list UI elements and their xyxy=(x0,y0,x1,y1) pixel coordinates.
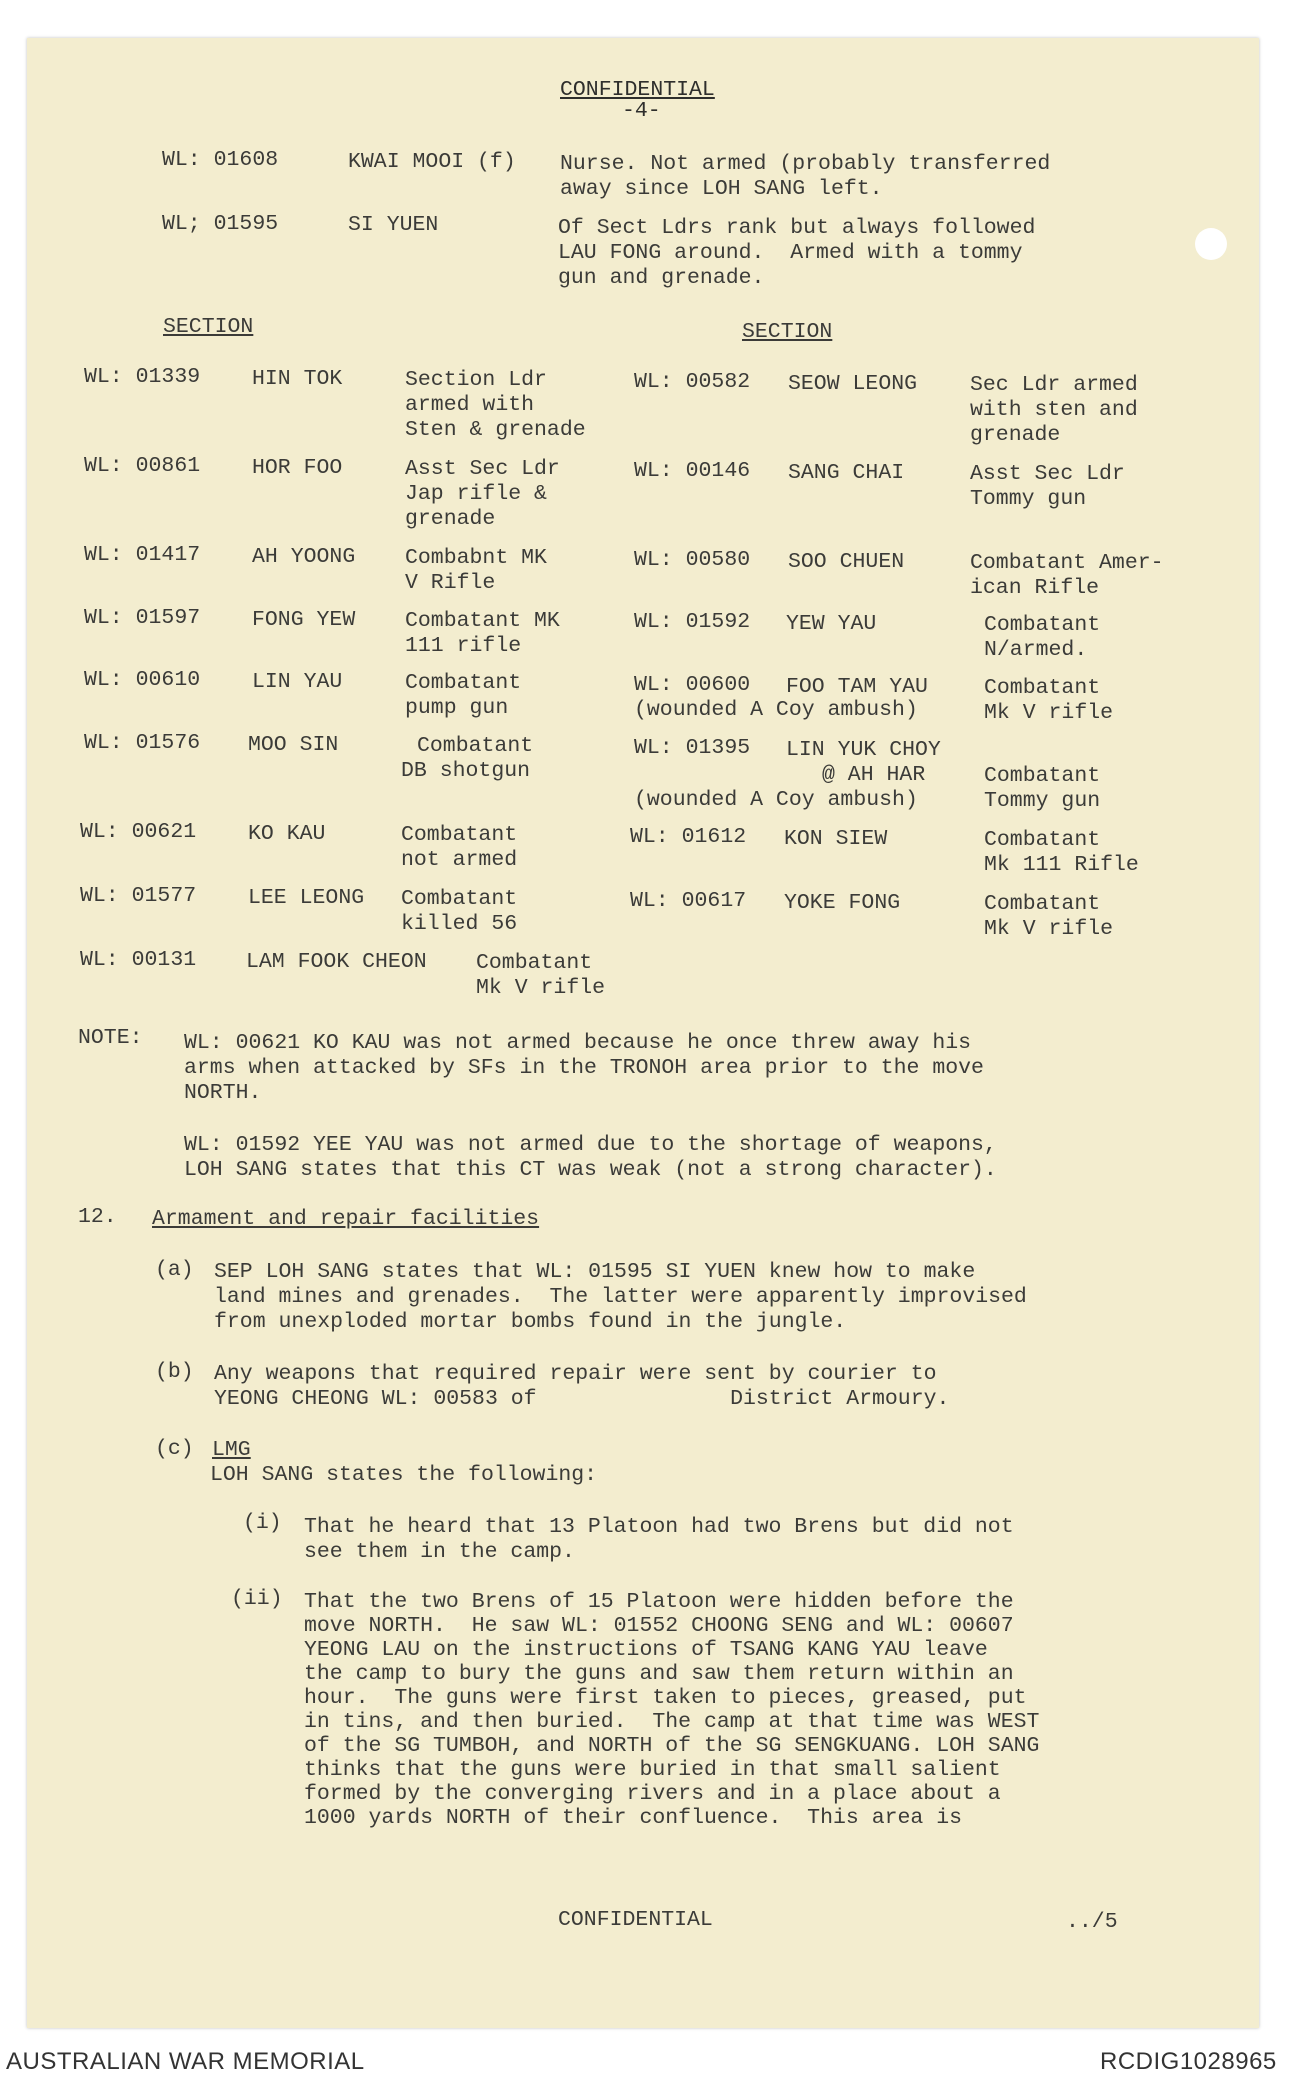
right-wl: WL: 00146 xyxy=(634,459,751,483)
right-name: KON SIEW xyxy=(784,827,888,851)
archive-ref: RCDIG1028965 xyxy=(1100,2048,1277,2075)
right-wl: WL: 01395 xyxy=(634,736,751,760)
para-line: That the two Brens of 15 Platoon were hidden before the xyxy=(304,1590,1014,1614)
intro-name: SI YUEN xyxy=(348,213,439,237)
left-wl: WL: 01576 xyxy=(84,731,201,755)
left-name: FONG YEW xyxy=(252,608,356,632)
para-line: from unexploded mortar bombs found in the jungle. xyxy=(214,1310,847,1334)
right-wl: WL: 00617 xyxy=(630,889,747,913)
left-desc: Sten & grenade xyxy=(405,418,586,442)
left-wl: WL: 01597 xyxy=(84,606,201,630)
left-desc: Combatant xyxy=(476,951,593,975)
left-desc: armed with xyxy=(405,393,535,417)
left-section-heading: SECTION xyxy=(163,315,254,339)
intro-desc-line: LAU FONG around. Armed with a tommy xyxy=(558,241,1023,265)
page-number: -4- xyxy=(622,99,661,123)
left-desc: pump gun xyxy=(405,696,509,720)
archive-source: AUSTRALIAN WAR MEMORIAL xyxy=(6,2048,365,2075)
intro-desc-line: gun and grenade. xyxy=(558,266,765,290)
sub-label: (c) xyxy=(155,1437,194,1461)
note-label: NOTE: xyxy=(78,1026,143,1050)
sub-label: (b) xyxy=(155,1360,194,1384)
left-name: HOR FOO xyxy=(252,456,343,480)
right-desc: N/armed. xyxy=(984,638,1088,662)
intro-wl: WL; 01595 xyxy=(162,212,279,236)
left-name: LAM FOOK CHEON xyxy=(246,950,427,974)
punch-hole xyxy=(1195,228,1227,260)
right-name: YEW YAU xyxy=(786,612,877,636)
right-desc: Sec Ldr armed xyxy=(970,373,1138,397)
note-line: WL: 01592 YEE YAU was not armed due to the shortage of weapons, xyxy=(184,1133,997,1157)
para-line: of the SG TUMBOH, and NORTH of the SG SENGKUANG. LOH SANG xyxy=(304,1734,1040,1758)
para-line: Any weapons that required repair were sent by courier to xyxy=(214,1362,937,1386)
right-wounded-note: (wounded A Coy ambush) xyxy=(634,788,918,812)
para-title: Armament and repair facilities xyxy=(152,1207,540,1231)
right-section-heading: SECTION xyxy=(742,320,833,344)
left-name: LIN YAU xyxy=(252,670,343,694)
header-classification: CONFIDENTIAL xyxy=(560,78,715,102)
right-name: FOO TAM YAU xyxy=(786,675,928,699)
right-desc: Tommy gun xyxy=(970,487,1087,511)
left-name: AH YOONG xyxy=(252,545,356,569)
right-desc: Asst Sec Ldr xyxy=(970,462,1125,486)
right-wl: WL: 00582 xyxy=(634,370,751,394)
intro-wl: WL: 01608 xyxy=(162,148,279,172)
left-wl: WL: 00610 xyxy=(84,668,201,692)
right-wl: WL: 00580 xyxy=(634,548,751,572)
right-name: SOO CHUEN xyxy=(788,550,905,574)
right-desc: grenade xyxy=(970,423,1061,447)
right-desc: with sten and xyxy=(970,398,1138,422)
left-desc: Combatant xyxy=(401,887,518,911)
left-name: HIN TOK xyxy=(252,367,343,391)
left-desc: Mk V rifle xyxy=(476,976,606,1000)
para-line: That he heard that 13 Platoon had two Brens but did not xyxy=(304,1515,1014,1539)
note-line: WL: 00621 KO KAU was not armed because he once threw away his xyxy=(184,1031,972,1055)
right-desc: Combatant xyxy=(984,613,1101,637)
sub-label: (a) xyxy=(155,1258,194,1282)
left-desc: not armed xyxy=(401,848,518,872)
right-desc: Mk V rifle xyxy=(984,917,1114,941)
right-desc: Combatant xyxy=(984,764,1101,788)
left-desc: Combatant xyxy=(401,823,518,847)
left-wl: WL: 01577 xyxy=(80,884,197,908)
left-wl: WL: 00131 xyxy=(80,948,197,972)
sub-label: (ii) xyxy=(231,1587,283,1611)
intro-desc-line: Nurse. Not armed (probably transferred xyxy=(560,152,1051,176)
para-line: the camp to bury the guns and saw them return within an xyxy=(304,1662,1014,1686)
para-line: move NORTH. He saw WL: 01552 CHOONG SENG and WL: 00607 xyxy=(304,1614,1014,1638)
left-name: LEE LEONG xyxy=(248,886,365,910)
para-line: YEONG LAU on the instructions of TSANG KANG YAU leave xyxy=(304,1638,988,1662)
left-desc: Combabnt MK xyxy=(405,546,547,570)
para-line: YEONG CHEONG WL: 00583 of District Armoury. xyxy=(214,1387,950,1411)
sub-label: (i) xyxy=(243,1511,282,1535)
left-name: MOO SIN xyxy=(248,733,339,757)
left-desc: Jap rifle & xyxy=(405,482,547,506)
left-name: KO KAU xyxy=(248,822,326,846)
para-line: 1000 yards NORTH of their confluence. This area is xyxy=(304,1806,963,1830)
left-wl: WL: 00861 xyxy=(84,454,201,478)
para-line: in tins, and then buried. The camp at that time was WEST xyxy=(304,1710,1040,1734)
left-desc: Section Ldr xyxy=(405,368,547,392)
intro-name: KWAI MOOI (f) xyxy=(348,150,516,174)
continued-marker: ../5 xyxy=(1066,1910,1118,1934)
right-name: SEOW LEONG xyxy=(788,372,918,396)
left-desc: DB shotgun xyxy=(401,759,531,783)
left-wl: WL: 01417 xyxy=(84,543,201,567)
left-wl: WL: 00621 xyxy=(80,820,197,844)
intro-desc-line: away since LOH SANG left. xyxy=(560,177,883,201)
left-desc: 111 rifle xyxy=(405,634,522,658)
right-wounded-note: (wounded A Coy ambush) xyxy=(634,698,918,722)
para-line: formed by the converging rivers and in a place about a xyxy=(304,1782,1001,1806)
right-alias: @ AH HAR xyxy=(822,763,926,787)
right-desc: ican Rifle xyxy=(970,576,1100,600)
right-desc: Mk V rifle xyxy=(984,701,1114,725)
note-line: LOH SANG states that this CT was weak (not a strong character). xyxy=(184,1158,997,1182)
right-wl: WL: 01612 xyxy=(630,825,747,849)
right-desc: Combatant xyxy=(984,892,1101,916)
left-wl: WL: 01339 xyxy=(84,365,201,389)
right-desc: Tommy gun xyxy=(984,789,1101,813)
right-wl: WL: 00600 xyxy=(634,673,751,697)
left-desc: grenade xyxy=(405,507,496,531)
note-line: arms when attacked by SFs in the TRONOH area prior to the move xyxy=(184,1056,984,1080)
para-line: see them in the camp. xyxy=(304,1540,575,1564)
right-name: SANG CHAI xyxy=(788,461,905,485)
sub-title: LMG xyxy=(212,1438,251,1462)
para-line: land mines and grenades. The latter were apparently improvised xyxy=(214,1285,1027,1309)
right-desc: Mk 111 Rifle xyxy=(984,853,1139,877)
left-desc: Combatant xyxy=(417,734,534,758)
right-desc: Combatant Amer- xyxy=(970,551,1164,575)
left-desc: V Rifle xyxy=(405,571,496,595)
left-desc: Combatant xyxy=(405,671,522,695)
left-desc: Asst Sec Ldr xyxy=(405,457,560,481)
right-name: YOKE FONG xyxy=(784,891,901,915)
right-name: LIN YUK CHOY xyxy=(786,738,941,762)
right-wl: WL: 01592 xyxy=(634,610,751,634)
para-line: hour. The guns were first taken to pieces, greased, put xyxy=(304,1686,1027,1710)
right-desc: Combatant xyxy=(984,676,1101,700)
note-line: NORTH. xyxy=(184,1081,262,1105)
right-desc: Combatant xyxy=(984,828,1101,852)
footer-classification: CONFIDENTIAL xyxy=(558,1908,713,1932)
para-line: LOH SANG states the following: xyxy=(210,1463,598,1487)
para-line: SEP LOH SANG states that WL: 01595 SI YUEN knew how to make xyxy=(214,1260,976,1284)
intro-desc-line: Of Sect Ldrs rank but always followed xyxy=(558,216,1036,240)
para-number: 12. xyxy=(78,1205,117,1229)
para-line: thinks that the guns were buried in that small salient xyxy=(304,1758,1001,1782)
left-desc: Combatant MK xyxy=(405,609,560,633)
left-desc: killed 56 xyxy=(401,912,518,936)
